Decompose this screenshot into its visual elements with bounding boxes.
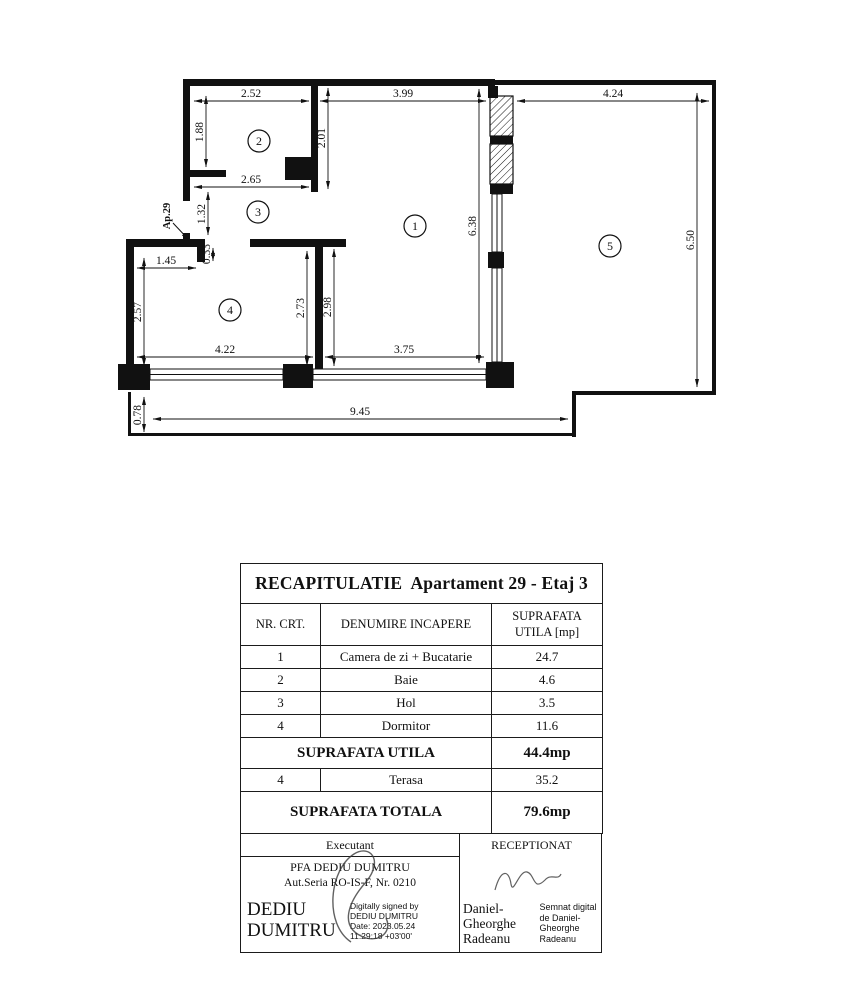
dim-label: 2.73: [295, 297, 307, 319]
receiver-name: Daniel- Gheorghe Radeanu: [463, 900, 516, 946]
col-header-nr: NR. CRT.: [241, 604, 321, 646]
row-name: Terasa: [321, 769, 492, 792]
executant-label: Executant: [241, 834, 460, 857]
apartment-label: Ap.29: [162, 202, 173, 230]
table-header-row: [241, 604, 603, 646]
dim-label: 6.50: [685, 229, 697, 251]
row-name: Hol: [321, 692, 492, 715]
dim-label: 1.88: [194, 121, 206, 143]
room-marker-4: [219, 299, 241, 321]
room-marker-1: [404, 215, 426, 237]
executant-signature: [241, 890, 460, 952]
row-name: Camera de zi + Bucatarie: [321, 646, 492, 669]
room-number-5: 5: [607, 239, 613, 253]
dim-label: 3.99: [392, 88, 414, 100]
row-nr: 1: [241, 646, 321, 669]
room-number-2: 2: [256, 134, 262, 148]
dim-label: 0.78: [132, 404, 144, 426]
table-title-row: [241, 564, 603, 604]
row-name: Dormitor: [321, 715, 492, 738]
row-area: 3.5: [492, 692, 603, 715]
table-row: [241, 692, 603, 715]
row-nr: 3: [241, 692, 321, 715]
room-number-4: 4: [227, 303, 233, 317]
signer-name: DEDIU DUMITRU: [247, 899, 336, 941]
col-header-name: DENUMIRE INCAPERE: [321, 604, 492, 646]
table-row: [241, 715, 603, 738]
dim-label: 2.98: [322, 296, 334, 318]
receptionat-cell: [460, 834, 603, 952]
dim-label: 4.24: [602, 88, 624, 100]
receptionat-label: RECEPTIONAT: [491, 838, 572, 852]
row-area: 24.7: [492, 646, 603, 669]
table-row: [241, 669, 603, 692]
terasa-row: [241, 769, 603, 792]
room-number-1: 1: [412, 219, 418, 233]
dim-label: 2.01: [316, 127, 328, 149]
col-header-area: SUPRAFATA UTILA [mp]: [492, 604, 603, 646]
row-nr: 4: [241, 769, 321, 792]
dim-label: 6.38: [467, 215, 479, 237]
suprafata-utila-label: SUPRAFATA UTILA: [241, 738, 492, 769]
suprafata-totala-label: SUPRAFATA TOTALA: [241, 792, 492, 834]
room-marker-3: [247, 201, 269, 223]
recap-table: [240, 563, 603, 834]
row-area: 35.2: [492, 769, 603, 792]
suprafata-totala-value: 79.6mp: [492, 792, 603, 834]
room-marker-5: [599, 235, 621, 257]
dim-label: 4.22: [214, 344, 236, 356]
suprafata-totala-row: [241, 792, 603, 834]
company-info: [241, 857, 460, 890]
room-marker-2: [248, 130, 270, 152]
floor-plan: [0, 0, 841, 470]
dim-label: 2.65: [240, 174, 262, 186]
room-markers: [219, 127, 621, 321]
entrance-arrow-icon: [173, 223, 189, 240]
row-nr: 2: [241, 669, 321, 692]
suprafata-utila-row: [241, 738, 603, 769]
dim-label: 9.45: [349, 406, 371, 418]
room-number-3: 3: [255, 205, 261, 219]
dim-label: 2.52: [240, 88, 262, 100]
digital-signature-note: Digitally signed by DEDIU DUMITRU Date: 2023.05.24 11:29:18 +03'00': [350, 900, 419, 942]
dim-label: 0.33: [201, 243, 213, 265]
suprafata-utila-value: 44.4mp: [492, 738, 603, 769]
dim-label: 3.75: [393, 344, 415, 356]
row-nr: 4: [241, 715, 321, 738]
recap-section: [240, 563, 602, 953]
signature-block: [240, 834, 602, 953]
row-name: Baie: [321, 669, 492, 692]
receiver-signature-note: Semnat digital de Daniel- Gheorghe Radeanu: [539, 902, 597, 944]
row-area: 4.6: [492, 669, 603, 692]
row-area: 11.6: [492, 715, 603, 738]
company-name: PFA DEDIU DUMITRU: [290, 860, 410, 874]
table-row: [241, 646, 603, 669]
receptionat-signature: [463, 901, 601, 946]
table-title: RECAPITULATIE Apartament 29 - Etaj 3: [241, 564, 603, 604]
authorization-number: Aut.Seria RO-IS-F, Nr. 0210: [284, 876, 416, 889]
dim-label: 1.32: [196, 203, 208, 225]
dim-label: 2.57: [132, 301, 144, 323]
dim-label: 1.45: [155, 255, 177, 267]
